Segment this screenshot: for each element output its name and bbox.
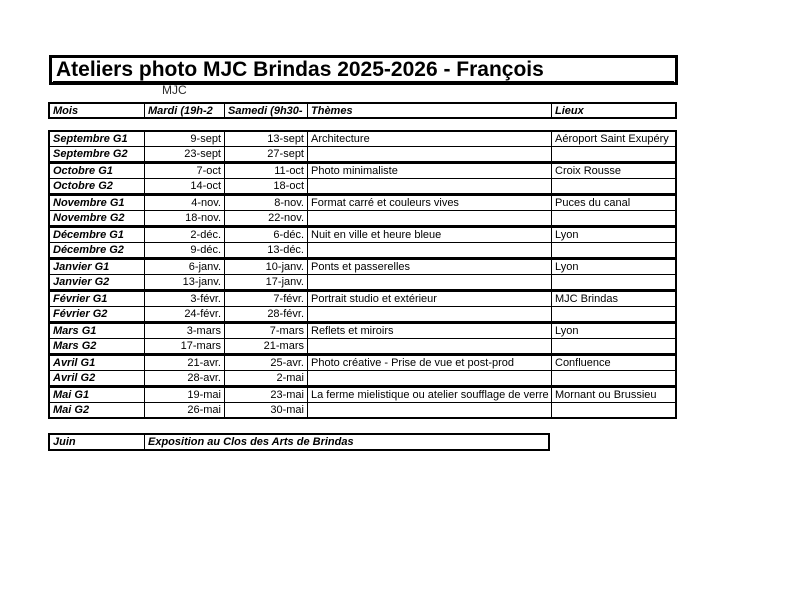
- cell-mardi-date: 9-sept: [144, 132, 224, 146]
- table-row-g2: [50, 370, 675, 385]
- cell-mois: Mars G1: [53, 325, 97, 337]
- cell-lieu: Puces du canal: [551, 196, 675, 210]
- table-row-g1: [50, 228, 675, 242]
- cell-theme: Photo minimaliste: [307, 164, 551, 178]
- table-row-g2: [50, 306, 675, 321]
- cell-samedi-date: 7-févr.: [224, 292, 307, 306]
- table-row-g2: [50, 402, 675, 417]
- table-row-g2: [50, 178, 675, 193]
- cell-samedi-date: 23-mai: [224, 388, 307, 402]
- table-row-g1: [50, 196, 675, 210]
- column-header-mardi: Mardi (19h-2: [144, 104, 224, 117]
- table-row-g2: [50, 210, 675, 225]
- cell-mardi-date: 14-oct: [144, 179, 224, 193]
- cell-samedi-date: 13-déc.: [224, 243, 307, 257]
- month-block: [48, 290, 677, 323]
- table-row-g1: [50, 260, 675, 274]
- cell-theme: [307, 339, 551, 353]
- cell-mois: Avril G1: [53, 357, 96, 369]
- cell-mois: Décembre G1: [53, 229, 124, 241]
- cell-lieu: Lyon: [551, 228, 675, 242]
- cell-lieu: [551, 243, 675, 257]
- cell-mois-juin: Juin: [53, 436, 76, 448]
- cell-mois: Mars G2: [53, 340, 97, 352]
- cell-theme: [307, 211, 551, 225]
- table-row-g2: [50, 242, 675, 257]
- cell-lieu: [551, 147, 675, 161]
- cell-samedi-date: 2-mai: [224, 371, 307, 385]
- cell-theme: Ponts et passerelles: [307, 260, 551, 274]
- cell-theme: [307, 243, 551, 257]
- month-block: [48, 354, 677, 387]
- table-header-row: [48, 102, 677, 119]
- table-row-g2: [50, 338, 675, 353]
- cell-theme: [307, 403, 551, 417]
- cell-lieu: [551, 211, 675, 225]
- cell-mardi-date: 3-févr.: [144, 292, 224, 306]
- column-header-themes: Thèmes: [307, 104, 551, 117]
- cell-samedi-date: 27-sept: [224, 147, 307, 161]
- cell-lieu: [551, 179, 675, 193]
- cell-mardi-date: 17-mars: [144, 339, 224, 353]
- cell-theme: [307, 147, 551, 161]
- column-header-mois: Mois: [53, 105, 79, 117]
- cell-mardi-date: 4-nov.: [144, 196, 224, 210]
- table-row-g2: [50, 274, 675, 289]
- cell-mois: Janvier G2: [53, 276, 110, 288]
- cell-mardi-date: 9-déc.: [144, 243, 224, 257]
- cell-theme: Nuit en ville et heure bleue: [307, 228, 551, 242]
- table-row-g1: [50, 356, 675, 370]
- month-block: [48, 194, 677, 227]
- cell-mois: Décembre G2: [53, 244, 124, 256]
- cell-mois: Septembre G2: [53, 148, 128, 160]
- cell-lieu: MJC Brindas: [551, 292, 675, 306]
- cell-mois: Janvier G1: [53, 261, 110, 273]
- cell-samedi-date: 18-oct: [224, 179, 307, 193]
- cell-theme: [307, 307, 551, 321]
- cell-lieu: [551, 371, 675, 385]
- stray-cell-label: MJC: [162, 83, 187, 97]
- cell-samedi-date: 22-nov.: [224, 211, 307, 225]
- cell-samedi-date: 30-mai: [224, 403, 307, 417]
- table-row-g1: [50, 132, 675, 146]
- cell-samedi-date: 7-mars: [224, 324, 307, 338]
- cell-samedi-date: 25-avr.: [224, 356, 307, 370]
- cell-lieu: [551, 307, 675, 321]
- cell-theme: Reflets et miroirs: [307, 324, 551, 338]
- cell-samedi-date: 13-sept: [224, 132, 307, 146]
- cell-theme: [307, 371, 551, 385]
- page-title: Ateliers photo MJC Brindas 2025-2026 - François: [53, 58, 674, 83]
- cell-theme: [307, 179, 551, 193]
- month-block: [48, 162, 677, 195]
- month-block: [48, 130, 677, 163]
- cell-mois: Novembre G1: [53, 197, 125, 209]
- cell-lieu: Lyon: [551, 260, 675, 274]
- column-header-samedi: Samedi (9h30-: [224, 104, 307, 117]
- cell-mardi-date: 6-janv.: [144, 260, 224, 274]
- cell-lieu: Confluence: [551, 356, 675, 370]
- cell-mardi-date: 24-févr.: [144, 307, 224, 321]
- cell-theme: Portrait studio et extérieur: [307, 292, 551, 306]
- cell-mardi-date: 26-mai: [144, 403, 224, 417]
- table-row-g2: [50, 146, 675, 161]
- cell-mardi-date: 3-mars: [144, 324, 224, 338]
- cell-theme: La ferme mielistique ou atelier soufflage de verre: [307, 388, 551, 402]
- juin-row: [48, 433, 550, 451]
- cell-samedi-date: 8-nov.: [224, 196, 307, 210]
- cell-mardi-date: 13-janv.: [144, 275, 224, 289]
- cell-mardi-date: 18-nov.: [144, 211, 224, 225]
- table-row-g1: [50, 324, 675, 338]
- cell-lieu: Lyon: [551, 324, 675, 338]
- document-title-box: [49, 55, 678, 85]
- cell-mois: Novembre G2: [53, 212, 125, 224]
- table-row-g1: [50, 292, 675, 306]
- cell-mardi-date: 28-avr.: [144, 371, 224, 385]
- cell-mardi-date: 19-mai: [144, 388, 224, 402]
- cell-lieu: [551, 339, 675, 353]
- cell-mois: Avril G2: [53, 372, 96, 384]
- column-header-lieux: Lieux: [551, 104, 675, 117]
- cell-mardi-date: 23-sept: [144, 147, 224, 161]
- table-row-g1: [50, 388, 675, 402]
- cell-samedi-date: 10-janv.: [224, 260, 307, 274]
- cell-theme: Format carré et couleurs vives: [307, 196, 551, 210]
- cell-samedi-date: 21-mars: [224, 339, 307, 353]
- cell-lieu: [551, 275, 675, 289]
- schedule-table-body: [48, 130, 677, 419]
- cell-mois: Octobre G2: [53, 180, 113, 192]
- cell-samedi-date: 6-déc.: [224, 228, 307, 242]
- cell-theme: Photo créative - Prise de vue et post-prod: [307, 356, 551, 370]
- cell-lieu: [551, 403, 675, 417]
- cell-lieu: Aéroport Saint Exupéry: [551, 132, 675, 146]
- month-block: [48, 258, 677, 291]
- cell-mardi-date: 7-oct: [144, 164, 224, 178]
- cell-theme: Architecture: [307, 132, 551, 146]
- cell-mardi-date: 21-avr.: [144, 356, 224, 370]
- month-block: [48, 226, 677, 259]
- cell-theme: [307, 275, 551, 289]
- cell-mois: Octobre G1: [53, 165, 113, 177]
- cell-lieu: Croix Rousse: [551, 164, 675, 178]
- cell-mois: Février G1: [53, 293, 108, 305]
- cell-mois: Mai G1: [53, 389, 90, 401]
- cell-juin-event: Exposition au Clos des Arts de Brindas: [144, 435, 548, 449]
- cell-samedi-date: 11-oct: [224, 164, 307, 178]
- cell-mois: Mai G2: [53, 404, 90, 416]
- month-block: [48, 322, 677, 355]
- cell-mois: Février G2: [53, 308, 108, 320]
- cell-samedi-date: 17-janv.: [224, 275, 307, 289]
- cell-mois: Septembre G1: [53, 133, 128, 145]
- month-block: [48, 386, 677, 419]
- cell-mardi-date: 2-déc.: [144, 228, 224, 242]
- table-row-g1: [50, 164, 675, 178]
- cell-samedi-date: 28-févr.: [224, 307, 307, 321]
- cell-lieu: Mornant ou Brussieu: [551, 388, 675, 402]
